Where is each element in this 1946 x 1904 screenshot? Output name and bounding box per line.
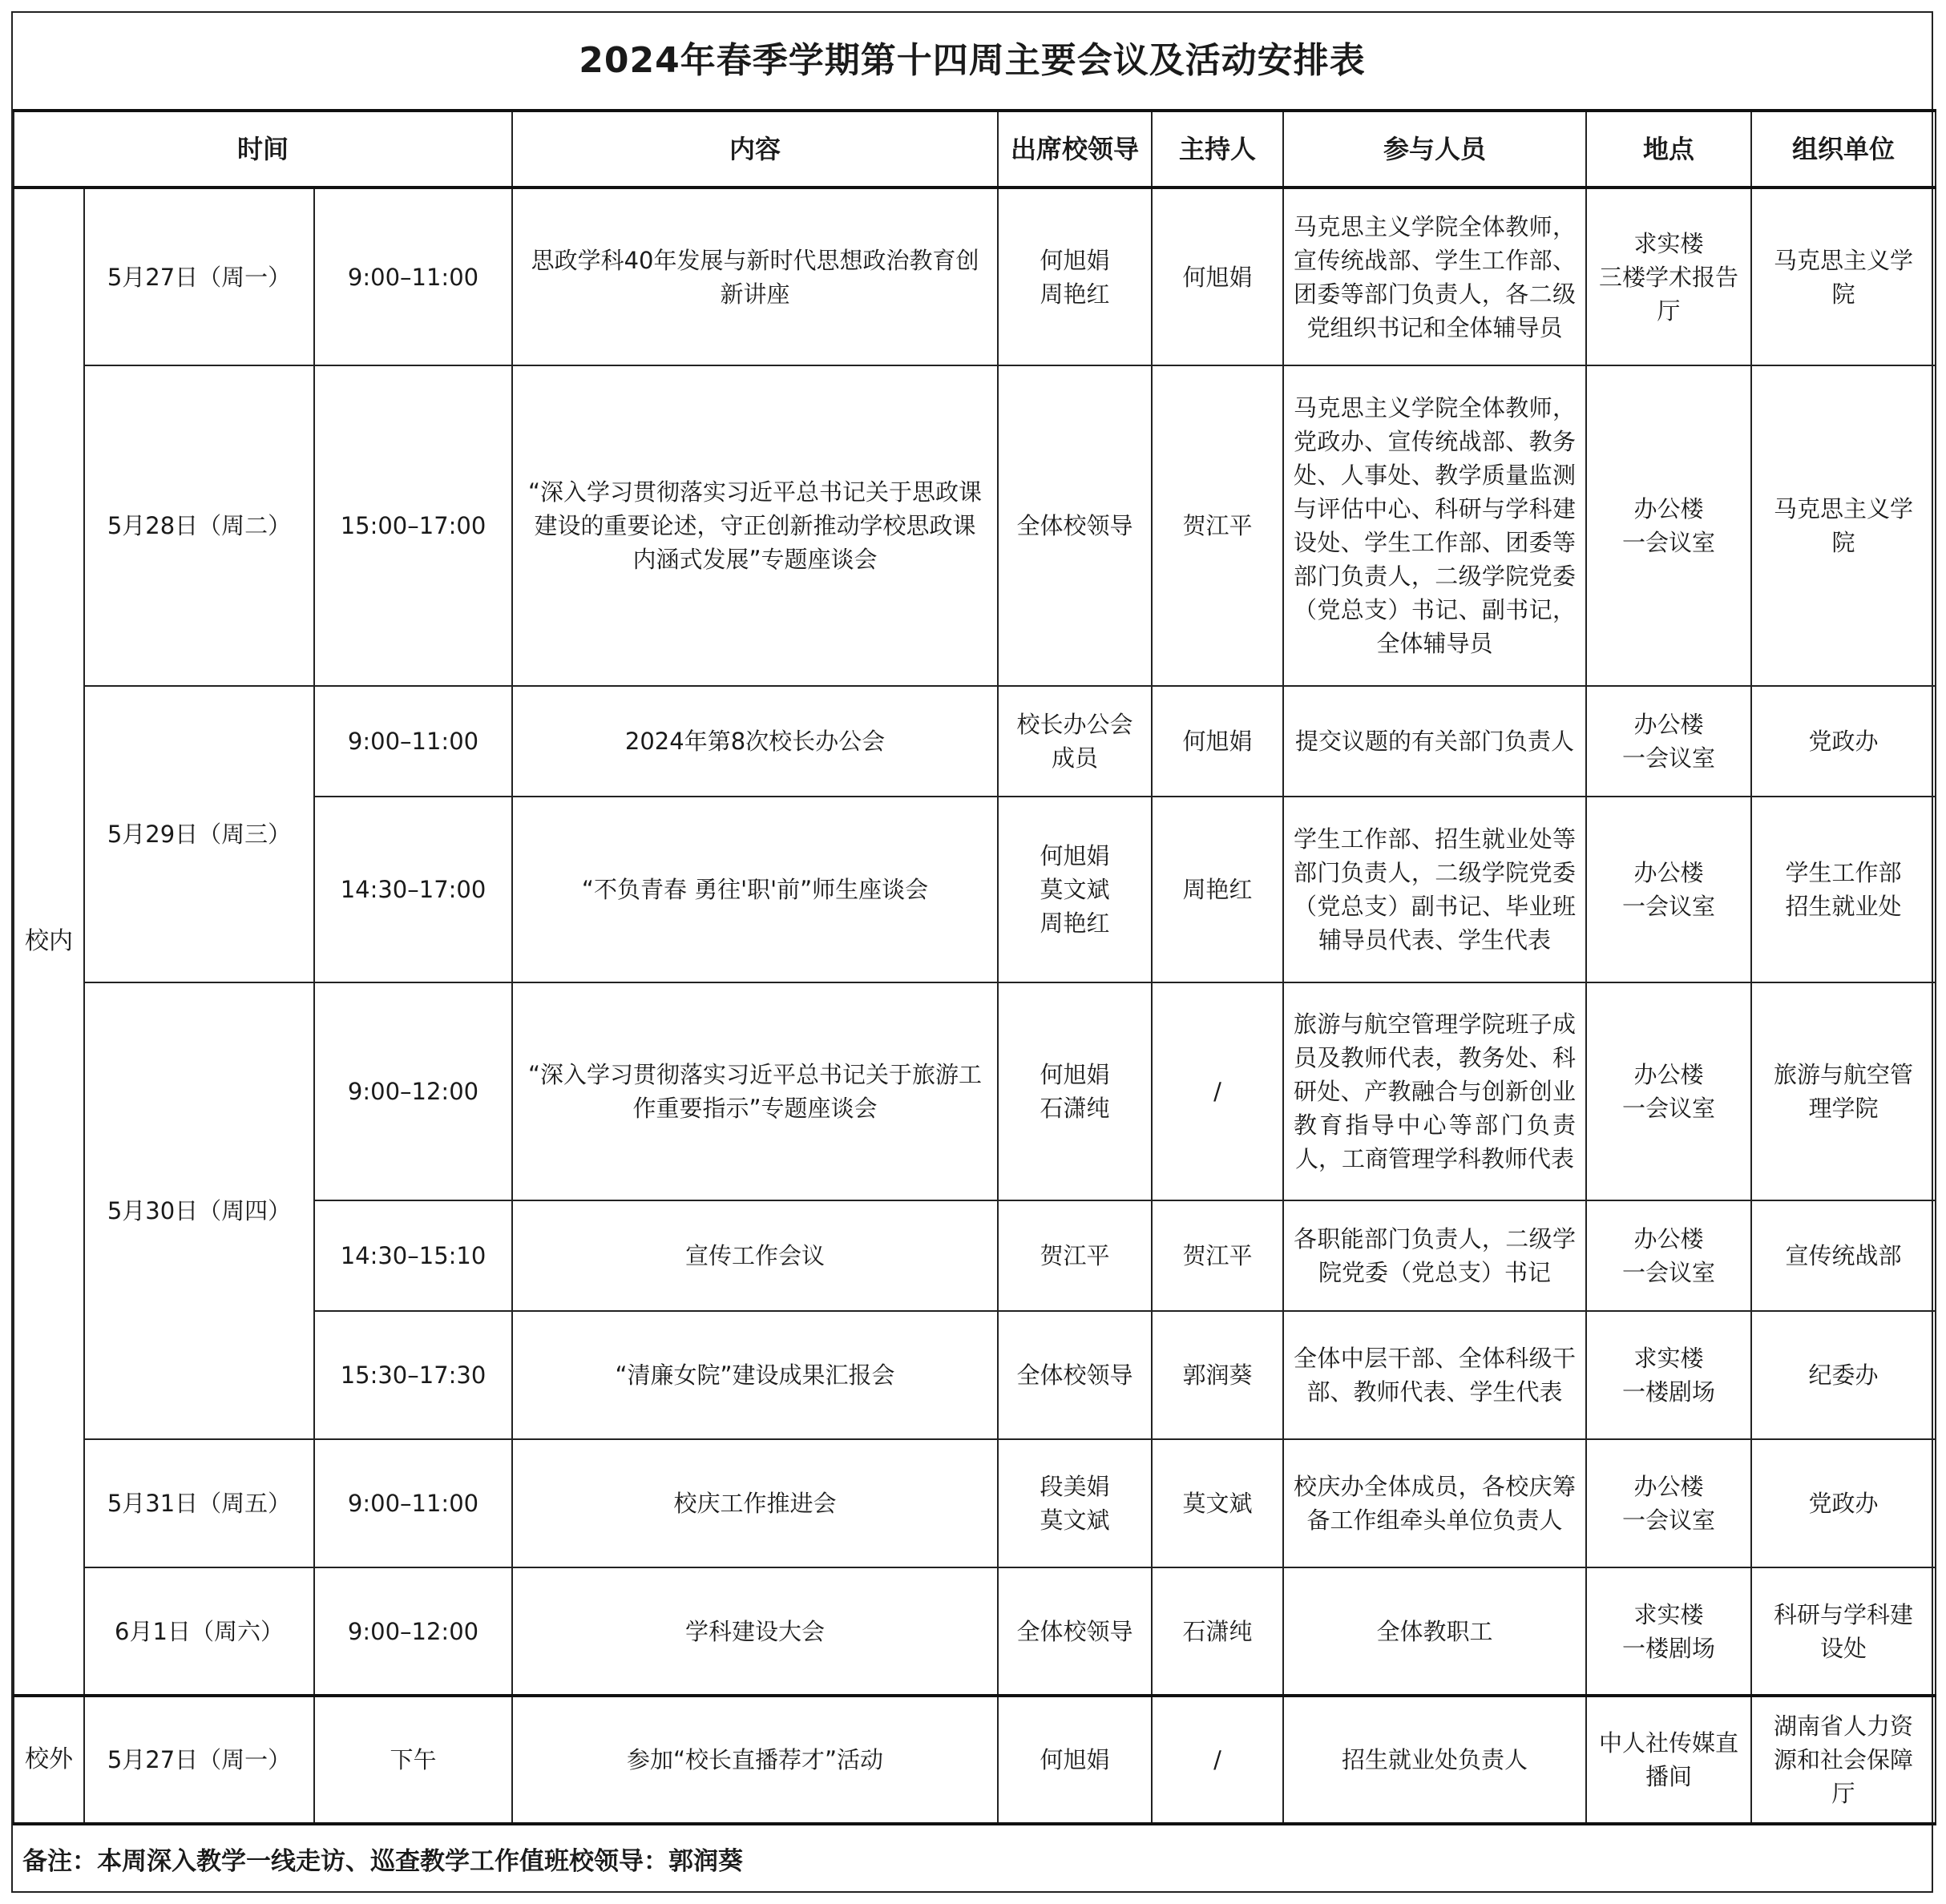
organizer-cell: 湖南省人力资源和社会保障厅 [1751,1696,1936,1824]
time-cell: 15:30–17:30 [314,1311,512,1439]
organizer-cell: 党政办 [1751,1439,1936,1567]
content-cell: 2024年第8次校长办公会 [512,686,998,797]
participants-cell: 全体教职工 [1283,1567,1586,1696]
host-cell: 何旭娟 [1152,686,1283,797]
header-organizer: 组织单位 [1751,111,1936,188]
footer-note: 备注：本周深入教学一线走访、巡查教学工作值班校领导：郭润葵 [22,1847,743,1876]
table-row [14,1439,1936,1567]
content-cell: 校庆工作推进会 [512,1439,998,1567]
table-row [14,188,1936,365]
schedule-sheet [11,11,1933,1893]
table-row [14,982,1936,1200]
table-row [14,1696,1936,1824]
date-cell: 5月31日（周五） [84,1439,314,1567]
leaders-cell: 校长办公会成员 [998,686,1152,797]
organizer-cell: 科研与学科建设处 [1751,1567,1936,1696]
content-cell: “清廉女院”建设成果汇报会 [512,1311,998,1439]
date-cell: 5月27日（周一） [84,188,314,365]
leaders-cell: 何旭娟 周艳红 [998,188,1152,365]
leaders-cell: 全体校领导 [998,365,1152,686]
participants-cell: 学生工作部、招生就业处等部门负责人，二级学院党委（党总支）副书记、毕业班辅导员代表、学生代表 [1283,797,1586,982]
header-participants: 参与人员 [1283,111,1586,188]
organizer-cell: 党政办 [1751,686,1936,797]
time-cell: 9:00–12:00 [314,1567,512,1696]
organizer-cell: 马克思主义学院 [1751,188,1936,365]
organizer-cell: 学生工作部 招生就业处 [1751,797,1936,982]
leaders-cell: 何旭娟 石潇纯 [998,982,1152,1200]
participants-cell: 提交议题的有关部门负责人 [1283,686,1586,797]
participants-cell: 旅游与航空管理学院班子成员及教师代表，教务处、科研处、产教融合与创新创业教育指导中心等部门负责人，工商管理学科教师代表 [1283,982,1586,1200]
time-cell: 9:00–11:00 [314,686,512,797]
host-cell: 何旭娟 [1152,188,1283,365]
table-row [14,1567,1936,1696]
time-cell: 下午 [314,1696,512,1824]
table-row [14,365,1936,686]
leaders-cell: 段美娟 莫文斌 [998,1439,1152,1567]
leaders-cell: 何旭娟 莫文斌 周艳红 [998,797,1152,982]
content-cell: 参加“校长直播荐才”活动 [512,1696,998,1824]
leaders-cell: 贺江平 [998,1200,1152,1311]
host-cell: 莫文斌 [1152,1439,1283,1567]
time-cell: 14:30–15:10 [314,1200,512,1311]
content-cell: 宣传工作会议 [512,1200,998,1311]
organizer-cell: 宣传统战部 [1751,1200,1936,1311]
organizer-cell: 旅游与航空管理学院 [1751,982,1936,1200]
location-cell: 求实楼 一楼剧场 [1586,1311,1751,1439]
organizer-cell: 纪委办 [1751,1311,1936,1439]
date-cell: 5月29日（周三） [84,686,314,982]
location-cell: 求实楼 一楼剧场 [1586,1567,1751,1696]
participants-cell: 校庆办全体成员，各校庆筹备工作组牵头单位负责人 [1283,1439,1586,1567]
schedule-table [13,109,1936,1825]
host-cell: 石潇纯 [1152,1567,1283,1696]
participants-cell: 各职能部门负责人，二级学院党委（党总支）书记 [1283,1200,1586,1311]
content-cell: “深入学习贯彻落实习近平总书记关于旅游工作重要指示”专题座谈会 [512,982,998,1200]
content-cell: 学科建设大会 [512,1567,998,1696]
content-cell: “深入学习贯彻落实习近平总书记关于思政课建设的重要论述，守正创新推动学校思政课内涵式发展”专题座谈会 [512,365,998,686]
leaders-cell: 全体校领导 [998,1567,1152,1696]
participants-cell: 马克思主义学院全体教师，党政办、宣传统战部、教务处、人事处、教学质量监测与评估中心、科研与学科建设处、学生工作部、团委等部门负责人，二级学院党委（党总支）书记、副书记，全体辅导员 [1283,365,1586,686]
participants-cell: 全体中层干部、全体科级干部、教师代表、学生代表 [1283,1311,1586,1439]
participants-cell: 招生就业处负责人 [1283,1696,1586,1824]
location-cell: 中人社传媒直播间 [1586,1696,1751,1824]
header-location: 地点 [1586,111,1751,188]
table-header-row [14,111,1936,188]
location-cell: 办公楼 一会议室 [1586,982,1751,1200]
date-cell: 5月28日（周二） [84,365,314,686]
host-cell: 郭润葵 [1152,1311,1283,1439]
header-host: 主持人 [1152,111,1283,188]
host-cell: 贺江平 [1152,365,1283,686]
table-row [14,686,1936,797]
content-cell: “不负青春 勇往'职'前”师生座谈会 [512,797,998,982]
date-cell: 5月30日（周四） [84,982,314,1439]
scope-inside: 校内 [14,188,84,1696]
header-time: 时间 [14,111,512,188]
time-cell: 15:00–17:00 [314,365,512,686]
page-title: 2024年春季学期第十四周主要会议及活动安排表 [579,40,1366,81]
organizer-cell: 马克思主义学院 [1751,365,1936,686]
host-cell: 周艳红 [1152,797,1283,982]
time-cell: 9:00–12:00 [314,982,512,1200]
location-cell: 办公楼 一会议室 [1586,365,1751,686]
time-cell: 14:30–17:00 [314,797,512,982]
location-cell: 办公楼 一会议室 [1586,1200,1751,1311]
time-cell: 9:00–11:00 [314,1439,512,1567]
content-cell: 思政学科40年发展与新时代思想政治教育创新讲座 [512,188,998,365]
location-cell: 办公楼 一会议室 [1586,1439,1751,1567]
leaders-cell: 全体校领导 [998,1311,1152,1439]
host-cell: 贺江平 [1152,1200,1283,1311]
header-content: 内容 [512,111,998,188]
participants-cell: 马克思主义学院全体教师，宣传统战部、学生工作部、团委等部门负责人，各二级党组织书记和全体辅导员 [1283,188,1586,365]
header-leaders: 出席校领导 [998,111,1152,188]
date-cell: 6月1日（周六） [84,1567,314,1696]
date-cell: 5月27日（周一） [84,1696,314,1824]
host-cell: / [1152,982,1283,1200]
location-cell: 办公楼 一会议室 [1586,686,1751,797]
scope-outside: 校外 [14,1696,84,1824]
location-cell: 求实楼 三楼学术报告厅 [1586,188,1751,365]
time-cell: 9:00–11:00 [314,188,512,365]
location-cell: 办公楼 一会议室 [1586,797,1751,982]
host-cell: / [1152,1696,1283,1824]
leaders-cell: 何旭娟 [998,1696,1152,1824]
